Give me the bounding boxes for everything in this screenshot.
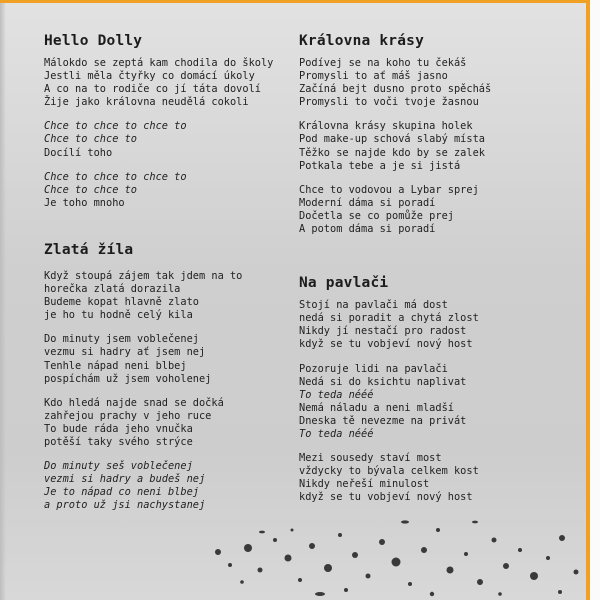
lyric-line: vezmi si hadry a budeš nej: [44, 473, 206, 486]
song-title: Na pavlači: [299, 275, 389, 292]
song-hello-dolly: [44, 31, 284, 210]
lyric-line: nedá si poradit a chytá zlost: [299, 312, 479, 325]
lyric-line: Promysli to ať máš jasno: [299, 70, 448, 83]
lyric-line: A co na to rodiče co jí táta dovolí: [44, 83, 261, 96]
lyric-line: Promysli to voči tvoje žasnou: [299, 96, 479, 109]
lyric-line: To teda nééé: [299, 388, 374, 401]
lyric-line: Docílí toho: [44, 146, 113, 159]
page-shadow-edge: [0, 0, 6, 600]
lyric-line: Stojí na pavlači má dost: [299, 299, 448, 312]
lyric-line: Jestli měla čtyřky co domácí úkoly: [44, 70, 255, 83]
lyric-line: To bude ráda jeho vnučka: [44, 422, 193, 435]
song-zlata-zila: [44, 240, 284, 513]
lyric-line: Do minuty jsem voblečenej: [44, 333, 199, 346]
lyric-line: potěší taky svého strýce: [44, 435, 193, 448]
verse: [299, 120, 569, 172]
verse: [44, 57, 284, 109]
verse: [44, 171, 284, 210]
lyric-line: Chce to vodovou a Lybar sprej: [299, 183, 479, 196]
song-title: Královna krásy: [299, 33, 425, 49]
lyric-line: Dneska tě nevezme na privát: [299, 414, 467, 427]
lyric-line: Tenhle nápad neni blbej: [44, 359, 187, 372]
lyric-line: vezmu si hadry ať jsem nej: [44, 346, 206, 359]
lyric-line: Je to nápad co neni blbej: [44, 486, 199, 499]
lyric-line: Potkala tebe a je si jistá: [299, 159, 461, 172]
lyric-line: Chce to chce to chce to: [44, 120, 187, 133]
lyric-line: Do minuty seš voblečenej: [44, 460, 193, 473]
lyric-line: Chce to chce to: [44, 183, 137, 196]
song-kralovna-krasy: [299, 31, 569, 236]
lyric-line: Nikdy neřeší minulost: [299, 478, 430, 491]
lyric-line: Nedá si do ksichtu naplivat: [299, 375, 467, 388]
lyric-line: když se tu vobjeví nový host: [299, 338, 473, 351]
lyric-line: Budeme kopat hlavně zlato: [44, 296, 199, 309]
verse: [44, 460, 284, 512]
verse: [299, 184, 569, 236]
lyric-line: Pod make-up schová slabý místa: [299, 133, 485, 146]
lyric-line: zahřejou prachy v jeho ruce: [44, 409, 212, 422]
verse: [44, 397, 284, 449]
lyric-line: Mezi sousedy staví most: [299, 452, 442, 465]
lyric-line: Je toho mnoho: [44, 196, 125, 209]
lyric-line: A potom dáma si poradí: [299, 223, 436, 236]
ink-splatter-decoration: [200, 510, 600, 600]
lyric-line: Nikdy jí nestačí pro radost: [299, 325, 467, 338]
lyric-line: Královna krásy skupina holek: [299, 120, 473, 133]
song-title: Zlatá žíla: [44, 241, 134, 258]
lyric-line: horečka zlatá dorazila: [44, 283, 181, 296]
song-na-pavlaci: [299, 273, 569, 504]
lyric-line: Málokdo se zeptá kam chodila do školy: [44, 57, 274, 69]
lyric-line: Moderní dáma si poradí: [299, 196, 436, 209]
right-column: [299, 31, 569, 504]
verse: [44, 270, 284, 322]
lyric-line: Když stoupá zájem tak jdem na to: [44, 269, 243, 282]
lyric-line: Chce to chce to: [44, 133, 137, 146]
lyric-line: Nemá náladu a neni mladší: [299, 401, 454, 414]
verse: [44, 333, 284, 385]
verse: [299, 299, 569, 351]
lyric-line: Kdo hledá najde snad se dočká: [44, 396, 224, 409]
lyric-line: a proto už jsi nachystanej: [44, 499, 206, 512]
lyric-line: je ho tu hodně celý kila: [44, 309, 193, 322]
left-column: [44, 31, 284, 512]
lyric-line: pospíchám už jsem voholenej: [44, 372, 212, 385]
lyric-line: Začíná bejt dusno proto spěcháš: [299, 83, 492, 96]
orange-top-border: [0, 0, 586, 3]
song-title: Hello Dolly: [44, 33, 143, 49]
verse: [299, 57, 569, 109]
verse: [44, 120, 284, 159]
lyric-line: vždycky to bývala celkem kost: [299, 465, 479, 478]
lyric-line: Pozoruje lidi na pavlači: [299, 362, 448, 375]
lyric-line: Chce to chce to chce to: [44, 170, 187, 183]
lyric-line: Těžko se najde kdo by se zalek: [299, 146, 485, 159]
lyric-line: Podívej se na koho tu čekáš: [299, 57, 467, 69]
verse: [299, 363, 569, 442]
lyric-line: když se tu vobjeví nový host: [299, 491, 473, 504]
lyric-line: Dočetla se co pomůže prej: [299, 209, 454, 222]
lyric-line: To teda nééé: [299, 427, 374, 440]
verse: [299, 452, 569, 504]
lyric-line: Žije jako královna neudělá cokoli: [44, 96, 249, 109]
